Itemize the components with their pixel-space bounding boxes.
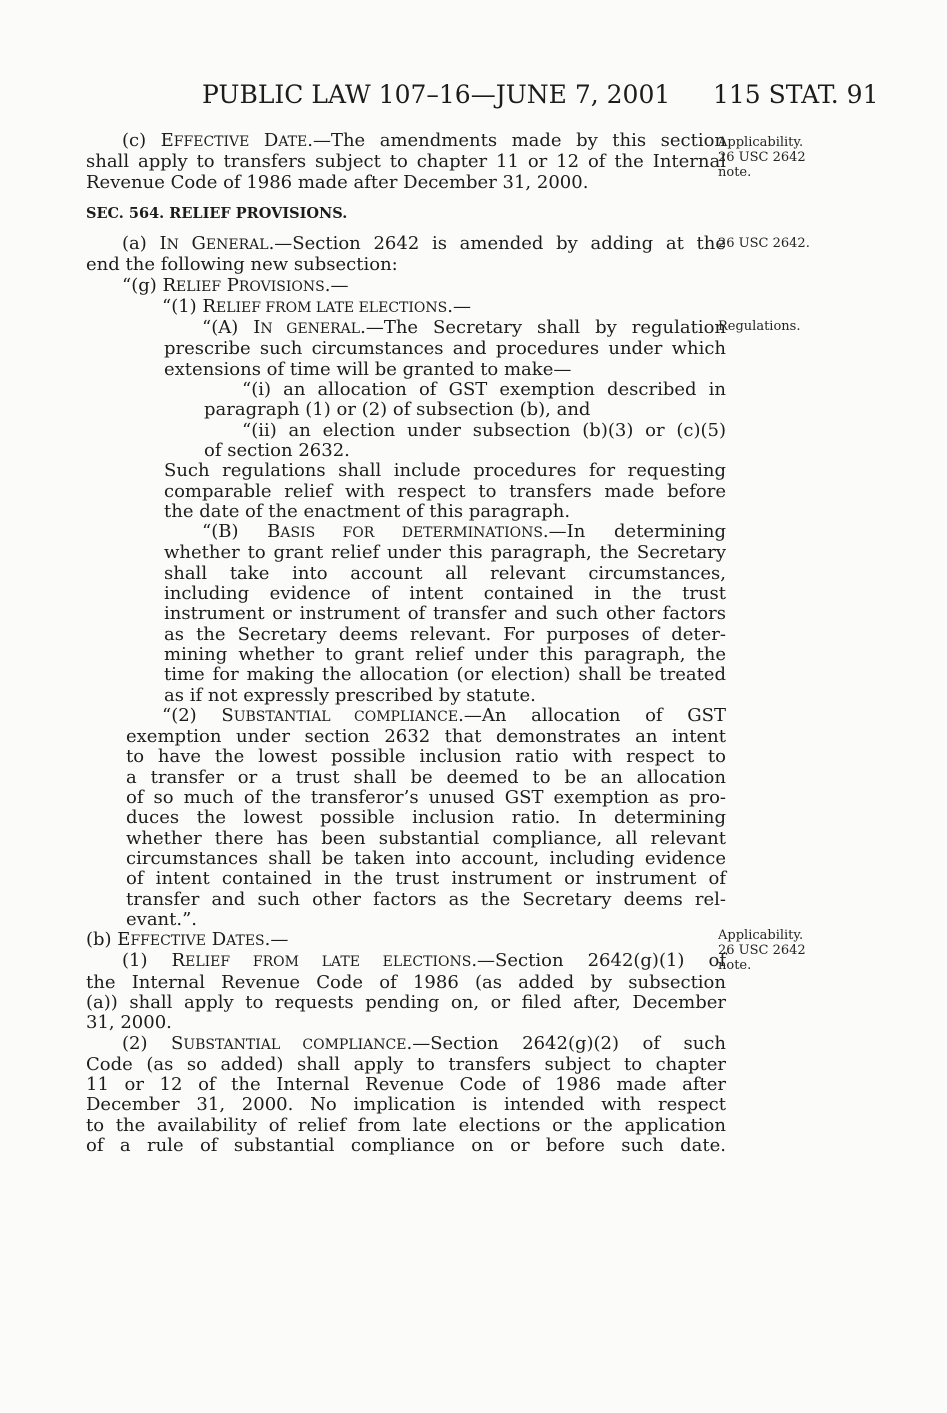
text-line: prescribe such circumstances and procedures under which bbox=[164, 338, 726, 360]
text-line: paragraph (1) or (2) of subsection (b), and bbox=[204, 399, 591, 421]
page-header-law: PUBLIC LAW 107–16—JUNE 7, 2001 bbox=[202, 80, 671, 109]
text-line: “(2) SUBSTANTIAL COMPLIANCE.—An allocation of GST bbox=[162, 704, 726, 726]
text-line: end the following new subsection: bbox=[86, 254, 398, 276]
text-line: shall take into account all relevant circumstances, bbox=[164, 562, 726, 584]
text-line: including evidence of intent contained in the trust bbox=[164, 583, 726, 605]
text-line: to the availability of relief from late elections or the application bbox=[86, 1114, 726, 1136]
text-line: a transfer or a trust shall be deemed to be an allocation bbox=[126, 766, 726, 788]
text-line: of a rule of substantial compliance on or before such date. bbox=[86, 1135, 726, 1157]
margin-note-applicability: Applicability. 26 USC 2642 note. bbox=[718, 135, 806, 180]
margin-note-regulations: Regulations. bbox=[718, 319, 801, 334]
text-line: transfer and such other factors as the Secretary deems rel- bbox=[126, 888, 726, 910]
text-line: (c) EFFECTIVE DATE.—The amendments made by this section bbox=[122, 130, 727, 151]
body-text bbox=[86, 131, 726, 193]
text-line: “(ii) an election under subsection (b)(3) or (c)(5) bbox=[242, 419, 726, 441]
text-line: the date of the enactment of this paragraph. bbox=[164, 500, 571, 522]
page-header-stat: 115 STAT. 91 bbox=[713, 80, 879, 109]
text-line: of so much of the transferor’s unused GST exemption as pro- bbox=[126, 787, 726, 809]
text-line: Code (as so added) shall apply to transfers subject to chapter bbox=[86, 1053, 726, 1075]
text-line: 31, 2000. bbox=[86, 1012, 172, 1034]
text-line: of intent contained in the trust instrument or instrument of bbox=[126, 868, 726, 890]
body-text bbox=[86, 234, 726, 1156]
text-line: 11 or 12 of the Internal Revenue Code of 1986 made after bbox=[86, 1074, 726, 1096]
text-line: December 31, 2000. No implication is intended with respect bbox=[86, 1094, 726, 1116]
text-line: time for making the allocation (or election) shall be treated bbox=[164, 664, 726, 686]
text-line: “(g) RELIEF PROVISIONS.— bbox=[122, 274, 349, 296]
text-line: exemption under section 2632 that demonstrates an intent bbox=[126, 726, 726, 748]
text-line: “(B) BASIS FOR DETERMINATIONS.—In determining bbox=[202, 521, 726, 543]
text-line: “(1) RELIEF FROM LATE ELECTIONS.— bbox=[162, 295, 471, 317]
text-line: whether to grant relief under this paragraph, the Secretary bbox=[164, 542, 726, 564]
text-line: comparable relief with respect to transfers made before bbox=[164, 480, 726, 502]
text-line: (1) RELIEF FROM LATE ELECTIONS.—Section 2642(g)(1) of bbox=[122, 950, 727, 972]
text-line: “(i) an allocation of GST exemption described in bbox=[242, 379, 726, 401]
margin-note-applicability: Applicability. 26 USC 2642 note. bbox=[718, 928, 806, 973]
text-line: of section 2632. bbox=[204, 439, 350, 461]
text-line: (2) SUBSTANTIAL COMPLIANCE.—Section 2642(g)(2) of such bbox=[122, 1032, 726, 1054]
text-line: instrument or instrument of transfer and such other factors bbox=[164, 603, 726, 625]
section-heading: SEC. 564. RELIEF PROVISIONS. bbox=[86, 205, 348, 222]
text-line: mining whether to grant relief under this paragraph, the bbox=[164, 643, 726, 665]
text-line: evant.”. bbox=[126, 908, 198, 930]
text-line: (b) EFFECTIVE DATES.— bbox=[86, 929, 289, 951]
text-line: “(A) IN GENERAL.—The Secretary shall by regulation bbox=[202, 317, 727, 339]
margin-note-usc: 26 USC 2642. bbox=[718, 236, 810, 251]
text-line: (a)) shall apply to requests pending on, or filed after, December bbox=[86, 991, 726, 1013]
text-line: circumstances shall be taken into account, including evidence bbox=[126, 847, 726, 869]
text-line: Such regulations shall include procedures for requesting bbox=[164, 460, 726, 482]
text-line: the Internal Revenue Code of 1986 (as added by subsection bbox=[86, 971, 726, 993]
text-line: shall apply to transfers subject to chapter 11 or 12 of the Internal bbox=[86, 151, 726, 173]
text-line: whether there has been substantial compliance, all relevant bbox=[126, 827, 726, 849]
text-line: as the Secretary deems relevant. For purposes of deter- bbox=[164, 623, 726, 645]
text-line: extensions of time will be granted to make— bbox=[164, 358, 572, 380]
text-line: duces the lowest possible inclusion ratio. In determining bbox=[126, 807, 726, 829]
text-line: to have the lowest possible inclusion ratio with respect to bbox=[126, 746, 726, 768]
text-line: (a) IN GENERAL.—Section 2642 is amended by adding at the bbox=[122, 233, 726, 254]
text-line: Revenue Code of 1986 made after December 31, 2000. bbox=[86, 171, 589, 193]
text-line: as if not expressly prescribed by statute. bbox=[164, 684, 536, 706]
